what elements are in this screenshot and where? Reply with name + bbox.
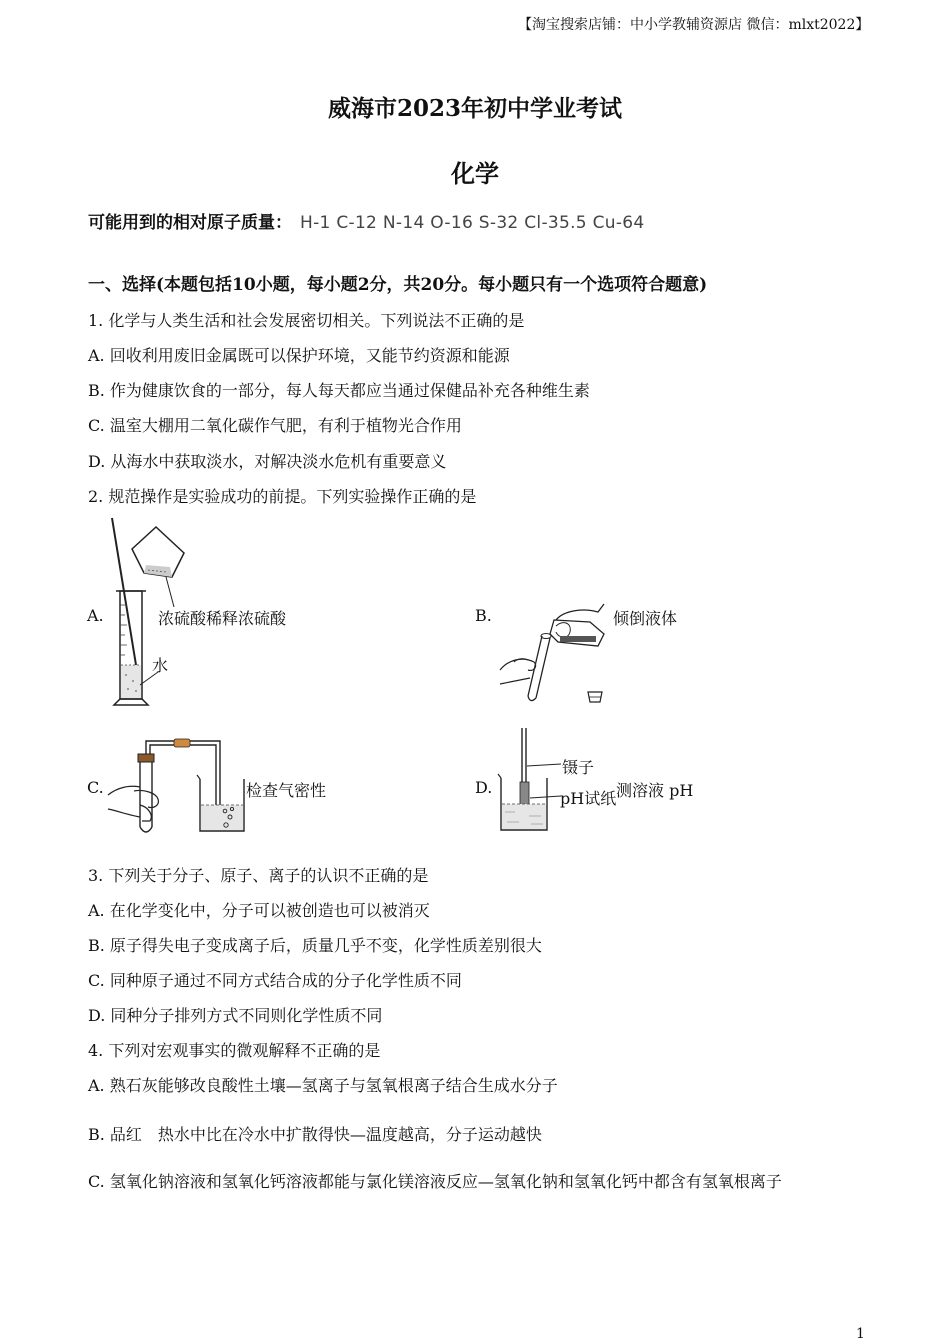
page-number: 1 <box>856 1326 865 1342</box>
ph-measure-figure <box>495 724 565 836</box>
q2-option-b-letter: B. <box>475 606 492 625</box>
q4-stem: 4. 下列对宏观事实的微观解释不正确的是 <box>88 1041 381 1060</box>
q2-d-tweezers-label: 镊子 <box>562 758 595 777</box>
q2-a-water-label: 水 <box>152 656 169 675</box>
q4-option-a: A. 熟石灰能够改良酸性土壤—氢离子与氢氧根离子结合生成水分子 <box>88 1076 558 1095</box>
exam-title: 威海市2023年初中学业考试 <box>327 95 622 122</box>
q2-d-label: 测溶液 pH <box>616 781 694 800</box>
q4-option-b: B. 品红 热水中比在冷水中扩散得快—温度越高，分子运动越快 <box>88 1125 542 1144</box>
q1-stem: 1. 化学与人类生活和社会发展密切相关。下列说法不正确的是 <box>88 311 525 330</box>
q2-c-label: 检查气密性 <box>246 781 327 800</box>
q1-option-c: C. 温室大棚用二氧化碳作气肥，有利于植物光合作用 <box>88 416 462 435</box>
q2-option-d-letter: D. <box>475 778 493 797</box>
pouring-figure <box>494 600 614 710</box>
q2-stem: 2. 规范操作是实验成功的前提。下列实验操作正确的是 <box>88 487 477 506</box>
q2-option-c-letter: C. <box>87 778 104 797</box>
q3-option-c: C. 同种原子通过不同方式结合成的分子化学性质不同 <box>88 971 462 990</box>
atomic-mass-label: 可能用到的相对原子质量： <box>88 213 292 233</box>
q2-option-a-letter: A. <box>87 606 104 625</box>
atomic-mass-values: H-1 C-12 N-14 O-16 S-32 Cl-35.5 Cu-64 <box>300 213 645 233</box>
q1-option-b: B. 作为健康饮食的一部分，每人每天都应当通过保健品补充各种维生素 <box>88 381 590 400</box>
q1-option-d: D. 从海水中获取淡水，对解决淡水危机有重要意义 <box>88 452 447 471</box>
airtightness-figure <box>104 735 254 840</box>
q4-option-c: C. 氢氧化钠溶液和氢氧化钙溶液都能与氯化镁溶液反应—氢氧化钠和氢氧化钙中都含有氢氧根离子 <box>88 1172 782 1191</box>
q2-b-label: 倾倒液体 <box>613 609 678 628</box>
q2-d-ph-paper-label: pH试纸 <box>560 789 617 808</box>
q1-option-a: A. 回收利用废旧金属既可以保护环境，又能节约资源和能源 <box>88 346 510 365</box>
q3-option-d: D. 同种分子排列方式不同则化学性质不同 <box>88 1006 383 1025</box>
header-note: 【淘宝搜索店铺：中小学教辅资源店 微信：mlxt2022】 <box>518 17 870 33</box>
section-title: 一、选择(本题包括10小题，每小题2分，共20分。每小题只有一个选项符合题意) <box>88 275 708 295</box>
q3-option-b: B. 原子得失电子变成离子后，质量几乎不变，化学性质差别很大 <box>88 936 542 955</box>
atomic-mass-row <box>88 208 645 233</box>
q3-stem: 3. 下列关于分子、原子、离子的认识不正确的是 <box>88 866 429 885</box>
q3-option-a: A. 在化学变化中，分子可以被创造也可以被消灭 <box>88 901 430 920</box>
subject-title: 化学 <box>451 159 499 188</box>
q2-a-label: 浓硫酸稀释浓硫酸 <box>158 609 287 628</box>
